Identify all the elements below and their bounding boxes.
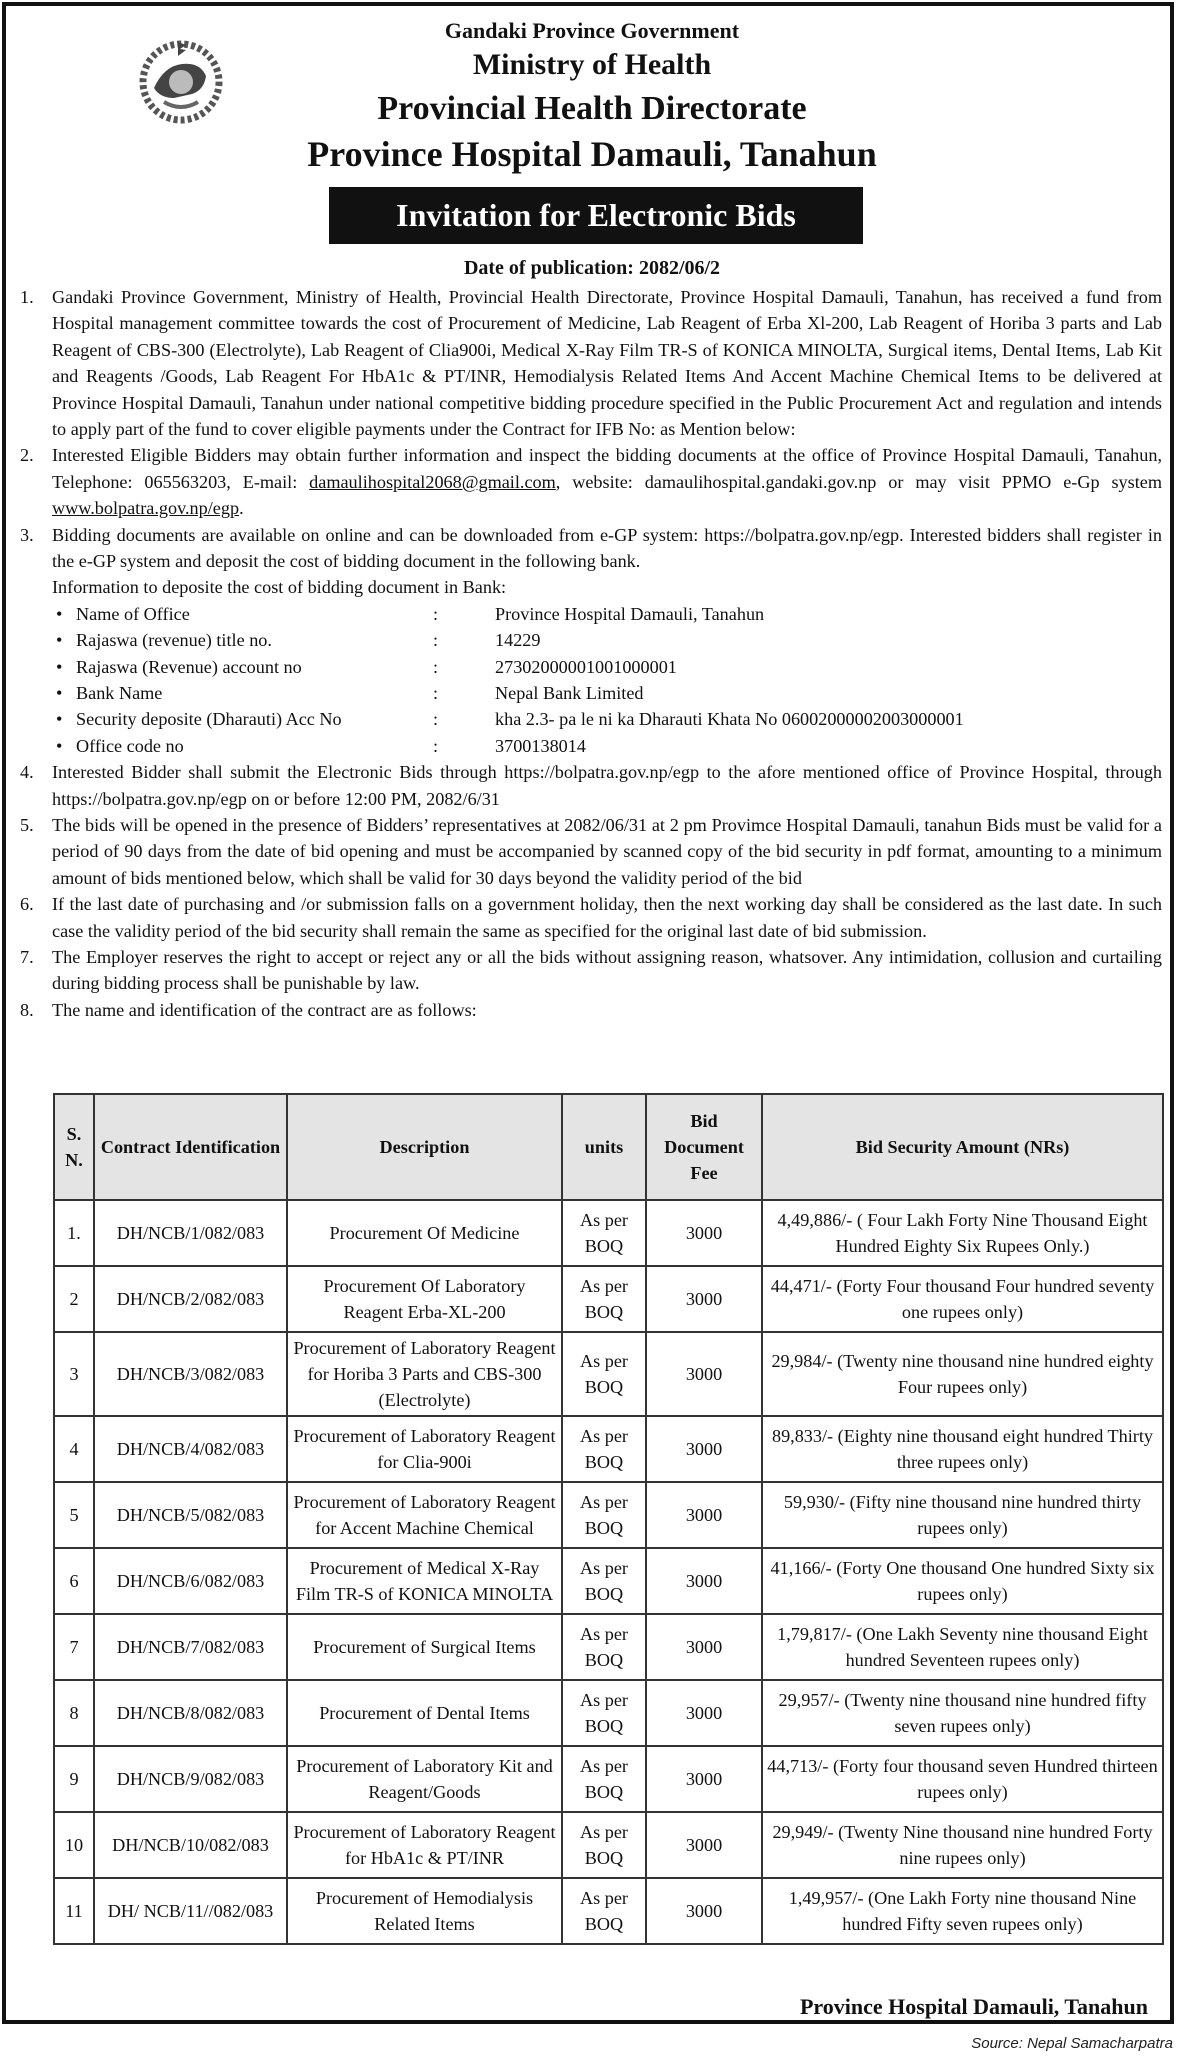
cell-contract-id: DH/NCB/10/082/083 — [94, 1812, 287, 1878]
cell-description: Procurement of Surgical Items — [287, 1614, 562, 1680]
cell-description: Procurement of Laboratory Reagent for Horiba 3 Parts and CBS-300 (Electrolyte) — [287, 1332, 562, 1416]
header-description: Description — [287, 1094, 562, 1200]
cell-contract-id: DH/NCB/2/082/083 — [94, 1266, 287, 1332]
cell-security: 41,166/- (Forty One thousand One hundred Sixty six rupees only) — [762, 1548, 1163, 1614]
cell-contract-id: DH/NCB/1/082/083 — [94, 1200, 287, 1266]
cell-contract-id: DH/NCB/6/082/083 — [94, 1548, 287, 1614]
cell-security: 59,930/- (Fifty nine thousand nine hundred thirty rupees only) — [762, 1482, 1163, 1548]
notice-body — [6, 284, 1178, 1023]
publication-date: Date of publication: 2082/06/2 — [463, 257, 721, 279]
government-name: Gandaki Province Government — [444, 18, 740, 43]
bank-info-list — [52, 601, 1162, 759]
directorate-name: Provincial Health Directorate — [377, 90, 807, 127]
cell-units: As per BOQ — [562, 1614, 646, 1680]
header-units: units — [562, 1094, 646, 1200]
hospital-name: Province Hospital Damauli, Tanahun — [307, 134, 877, 174]
source-credit: Source: Nepal Samacharpatra — [971, 2035, 1173, 2052]
cell-units: As per BOQ — [562, 1416, 646, 1482]
cell-units: As per BOQ — [562, 1482, 646, 1548]
cell-fee: 3000 — [646, 1548, 762, 1614]
cell-fee: 3000 — [646, 1482, 762, 1548]
table-row — [54, 1332, 1163, 1416]
cell-contract-id: DH/NCB/9/082/083 — [94, 1746, 287, 1812]
cell-security: 44,713/- (Forty four thousand seven Hundred thirteen rupees only) — [762, 1746, 1163, 1812]
cell-sn: 7 — [54, 1614, 94, 1680]
cell-units: As per BOQ — [562, 1332, 646, 1416]
cell-contract-id: DH/ NCB/11//082/083 — [94, 1878, 287, 1944]
cell-fee: 3000 — [646, 1416, 762, 1482]
bank-info-intro: Information to deposite the cost of bidding document in Bank: — [52, 577, 507, 598]
cell-fee: 3000 — [646, 1812, 762, 1878]
cell-fee: 3000 — [646, 1332, 762, 1416]
cell-description: Procurement of Laboratory Reagent for HbA1c & PT/INR — [287, 1812, 562, 1878]
table-row — [54, 1266, 1163, 1332]
cell-description: Procurement Of Medicine — [287, 1200, 562, 1266]
cell-description: Procurement of Medical X-Ray Film TR-S of KONICA MINOLTA — [287, 1548, 562, 1614]
cell-security: 44,471/- (Forty Four thousand Four hundred seventy one rupees only) — [762, 1266, 1163, 1332]
cell-units: As per BOQ — [562, 1746, 646, 1812]
cell-description: Procurement of Dental Items — [287, 1680, 562, 1746]
cell-description: Procurement of Hemodialysis Related Items — [287, 1878, 562, 1944]
paragraph-5: 5. The bids will be opened in the presence of Bidders’ representatives at 2082/06/31 at 2 pm Provimce Hospital Damauli, tanahun Bids must be valid for a period of 90 days from the date of bid opening and must be accompanied by scanned copy of the bid security in pdf format, amounting to a minimum amount of bids mentioned below, which shall be valid for 30 days beyond the validity period of the bid — [20, 815, 1162, 888]
cell-fee: 3000 — [646, 1878, 762, 1944]
cell-fee: 3000 — [646, 1614, 762, 1680]
cell-security: 29,984/- (Twenty nine thousand nine hundred eighty Four rupees only) — [762, 1332, 1163, 1416]
cell-security: 1,79,817/- (One Lakh Seventy nine thousand Eight hundred Seventeen rupees only) — [762, 1614, 1163, 1680]
notice-frame — [2, 2, 1174, 2024]
cell-sn: 3 — [54, 1332, 94, 1416]
contract-table — [53, 1093, 1164, 1945]
table-row — [54, 1482, 1163, 1548]
cell-contract-id: DH/NCB/8/082/083 — [94, 1680, 287, 1746]
cell-contract-id: DH/NCB/4/082/083 — [94, 1416, 287, 1482]
cell-security: 29,957/- (Twenty nine thousand nine hundred fifty seven rupees only) — [762, 1680, 1163, 1746]
cell-security: 1,49,957/- (One Lakh Forty nine thousand Nine hundred Fifty seven rupees only) — [762, 1878, 1163, 1944]
cell-units: As per BOQ — [562, 1548, 646, 1614]
table-row — [54, 1680, 1163, 1746]
cell-sn: 2 — [54, 1266, 94, 1332]
cell-description: Procurement of Laboratory Reagent for Accent Machine Chemical — [287, 1482, 562, 1548]
cell-units: As per BOQ — [562, 1200, 646, 1266]
paragraph-8: 8. The name and identification of the contract are as follows: — [20, 999, 477, 1020]
bank-info-item: • Office code no : 3700138014 — [52, 733, 1162, 759]
cell-units: As per BOQ — [562, 1878, 646, 1944]
table-row — [54, 1200, 1163, 1266]
cell-description: Procurement of Laboratory Reagent for Clia-900i — [287, 1416, 562, 1482]
cell-fee: 3000 — [646, 1746, 762, 1812]
cell-units: As per BOQ — [562, 1680, 646, 1746]
cell-sn: 9 — [54, 1746, 94, 1812]
cell-sn: 10 — [54, 1812, 94, 1878]
cell-fee: 3000 — [646, 1266, 762, 1332]
header-sn: S. N. — [54, 1094, 94, 1200]
cell-description: Procurement Of Laboratory Reagent Erba-XL-200 — [287, 1266, 562, 1332]
cell-security: 4,49,886/- ( Four Lakh Forty Nine Thousand Eight Hundred Eighty Six Rupees Only.) — [762, 1200, 1163, 1266]
notice-title: Invitation for Electronic Bids — [396, 197, 796, 233]
paragraph-4: 4. Interested Bidder shall submit the Electronic Bids through https://bolpatra.gov.np/egp to the afore mentioned office of Province Hospital, through https://bolpatra.gov.np/egp on or before 12:00 PM, 2082/6/31 — [20, 762, 1162, 809]
paragraph-1: 1. Gandaki Province Government, Ministry of Health, Provincial Health Directorate, Province Hospital Damauli, Tanahun, has received a fund from Hospital management committee towards the cost of Procurement of Medicine, Lab Reagent of Erba Xl-200, Lab Reagent of Horiba 3 parts and Lab Reagent of CBS-300 (Electrolyte), Lab Reagent of Clia900i, Medical X-Ray Film TR-S of KONICA MINOLTA, Surgical items, Dental Items, Lab Kit and Reagents /Goods, Lab Reagent For HbA1c & PT/INR, Hemodialysis Related Items And Accent Machine Chemical Items to be delivered at Province Hospital Damauli, Tanahun under national competitive bidding procedure specified in the Public Procurement Act and regulation and intends to apply part of the fund to cover eligible payments under the Contract for IFB No: as Mention below: — [20, 287, 1162, 440]
cell-contract-id: DH/NCB/3/082/083 — [94, 1332, 287, 1416]
cell-sn: 8 — [54, 1680, 94, 1746]
table-row — [54, 1614, 1163, 1680]
table-header-row — [54, 1094, 1163, 1200]
cell-units: As per BOQ — [562, 1812, 646, 1878]
cell-contract-id: DH/NCB/7/082/083 — [94, 1614, 287, 1680]
bank-info-item: • Rajaswa (revenue) title no. : 14229 — [52, 627, 1162, 653]
cell-sn: 1. — [54, 1200, 94, 1266]
bank-info-item: • Rajaswa (Revenue) account no : 27302000001001000001 — [52, 654, 1162, 680]
email-link[interactable]: damaulihospital2068@gmail.com — [309, 471, 556, 492]
ministry-name: Ministry of Health — [472, 48, 712, 81]
cell-description: Procurement of Laboratory Kit and Reagent/Goods — [287, 1746, 562, 1812]
paragraph-6: 6. If the last date of purchasing and /or submission falls on a government holiday, then the next working day shall be considered as the last date. In such case the validity period of the bid security shall remain the same as specified for the original last date of bid submission. — [20, 894, 1162, 941]
table-row — [54, 1878, 1163, 1944]
header-contract-id: Contract Identification — [94, 1094, 287, 1200]
cell-fee: 3000 — [646, 1680, 762, 1746]
paragraph-3: 3. Bidding documents are available on online and can be downloaded from e-GP system: https://bolpatra.gov.np/egp. Interested bidders shall register in the e-GP system and deposit the cost of bidding document in the following bank. Information to deposite the cost of bidding document in Bank: • Name of Office : Province Hospital Damauli, Tanahun • Rajaswa (revenue) title no. : 14229 • Rajaswa (Revenue) account no : 27302000001001000001 • Bank Name : Nepal Bank Limited • Security deposite (Dharauti) Acc No : kha 2.3- pa le ni ka Dharauti Khata No 06002000002003000001 • Office code no : 3700138014 — [6, 522, 1178, 760]
cell-contract-id: DH/NCB/5/082/083 — [94, 1482, 287, 1548]
table-row — [54, 1548, 1163, 1614]
table-row — [54, 1812, 1163, 1878]
bank-info-item: • Security deposite (Dharauti) Acc No : kha 2.3- pa le ni ka Dharauti Khata No 06002000002003000001 — [52, 706, 1162, 732]
cell-fee: 3000 — [646, 1200, 762, 1266]
header-security: Bid Security Amount (NRs) — [762, 1094, 1163, 1200]
cell-units: As per BOQ — [562, 1266, 646, 1332]
cell-sn: 6 — [54, 1548, 94, 1614]
header-fee: Bid Document Fee — [646, 1094, 762, 1200]
table-row — [54, 1746, 1163, 1812]
paragraph-7: 7. The Employer reserves the right to accept or reject any or all the bids without assigning reason, whatsover. Any intimidation, collusion and curtailing during bidding process shall be punishable by law. — [20, 947, 1162, 994]
paragraph-2: 2. Interested Eligible Bidders may obtain further information and inspect the bidding documents at the office of Province Hospital Damauli, Tanahun, Telephone: 065563203, E-mail: damaulihospital2068@gmail.com, website: damaulihospital.gandaki.gov.np or may visit PPMO e-Gp system www.bolpatra.gov.np/egp. — [20, 445, 1162, 519]
cell-security: 89,833/- (Eighty nine thousand eight hundred Thirty three rupees only) — [762, 1416, 1163, 1482]
footer-organization: Province Hospital Damauli, Tanahun — [799, 1994, 1148, 2019]
cell-sn: 4 — [54, 1416, 94, 1482]
cell-security: 29,949/- (Twenty Nine thousand nine hundred Forty nine rupees only) — [762, 1812, 1163, 1878]
cell-sn: 11 — [54, 1878, 94, 1944]
table-row — [54, 1416, 1163, 1482]
notice-title-banner — [329, 187, 863, 244]
cell-sn: 5 — [54, 1482, 94, 1548]
bank-info-item: • Name of Office : Province Hospital Damauli, Tanahun — [52, 601, 1162, 627]
bank-info-item: • Bank Name : Nepal Bank Limited — [52, 680, 1162, 706]
bolpatra-link[interactable]: www.bolpatra.gov.np/egp — [52, 498, 240, 519]
